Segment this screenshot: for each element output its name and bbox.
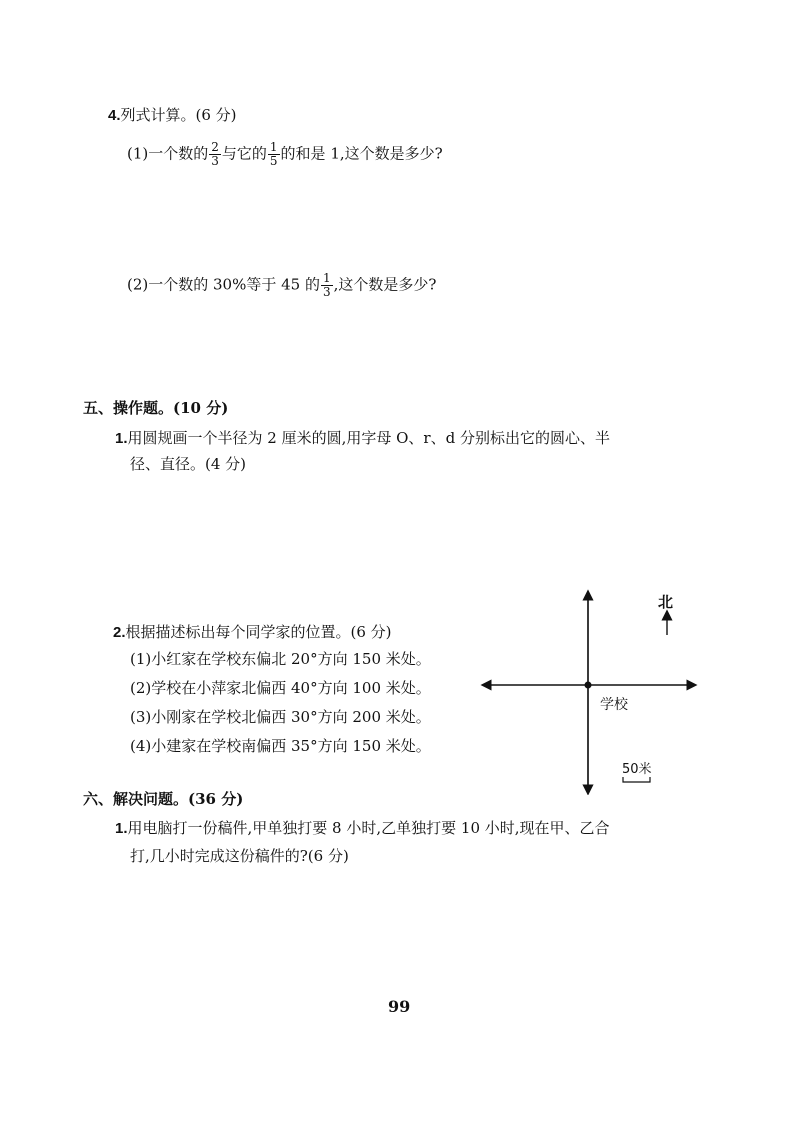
direction-diagram [480, 585, 710, 795]
scale-bar [623, 777, 650, 782]
fraction-numerator: 1 [269, 140, 278, 154]
s5-q2-number: 2. [113, 624, 126, 641]
s6-q1-number: 1. [115, 820, 128, 837]
school-point [585, 682, 592, 689]
fraction-1-3 [321, 272, 333, 299]
s5-q2-title: 根据描述标出每个同学家的位置。(6 分) [125, 623, 392, 641]
s6-q1-line1 [115, 817, 610, 838]
s5-q2-item: (3)小刚家在学校北偏西 30°方向 200 米处。 [130, 708, 431, 726]
s5-q1-number: 1. [115, 430, 128, 447]
fraction-1-5 [268, 141, 280, 168]
s6-q1-line2: 打,几小时完成这份稿件的?(6 分) [130, 847, 349, 865]
s5-q2-heading [113, 621, 392, 642]
q4-p1-text-a: (1)一个数的 [127, 144, 209, 163]
q4-title: 列式计算。(6 分) [120, 106, 237, 124]
q4-p2-text-b: ,这个数是多少? [333, 275, 437, 294]
section6-title: 六、解决问题。(36 分) [83, 790, 244, 808]
s5-q1-line1 [115, 427, 610, 448]
s5-q2-item: (4)小建家在学校南偏西 35°方向 150 米处。 [130, 737, 431, 755]
fraction-2-3 [209, 141, 221, 168]
q4-part2 [127, 272, 436, 299]
q4-p2-text-a: (2)一个数的 30%等于 45 的 [127, 275, 320, 294]
s6-q1-text: 用电脑打一份稿件,甲单独打要 8 小时,乙单独打要 10 小时,现在甲、乙合 [127, 819, 610, 837]
s5-q1-text: 用圆规画一个半径为 2 厘米的圆,用字母 O、r、d 分别标出它的圆心、半 [127, 429, 610, 447]
q4-heading [108, 104, 237, 125]
s5-q1-line2: 径、直径。(4 分) [130, 455, 247, 473]
q4-p1-text-c: 的和是 1,这个数是多少? [280, 144, 443, 163]
s5-q2-item: (2)学校在小萍家北偏西 40°方向 100 米处。 [130, 679, 431, 697]
fraction-denominator: 5 [269, 154, 278, 168]
fraction-numerator: 1 [322, 271, 331, 285]
fraction-denominator: 3 [211, 154, 219, 168]
section5-title: 五、操作题。(10 分) [83, 399, 229, 417]
q4-number: 4. [108, 107, 121, 124]
fraction-numerator: 2 [211, 140, 219, 154]
q4-p1-text-b: 与它的 [221, 144, 267, 163]
scale-label: 50米 [622, 762, 652, 777]
fraction-denominator: 3 [322, 285, 331, 299]
s5-q2-item: (1)小红家在学校东偏北 20°方向 150 米处。 [130, 650, 431, 668]
q4-part1 [127, 141, 443, 168]
page-number: 99 [388, 997, 411, 1016]
north-label: 北 [658, 593, 674, 611]
school-label: 学校 [600, 697, 628, 713]
